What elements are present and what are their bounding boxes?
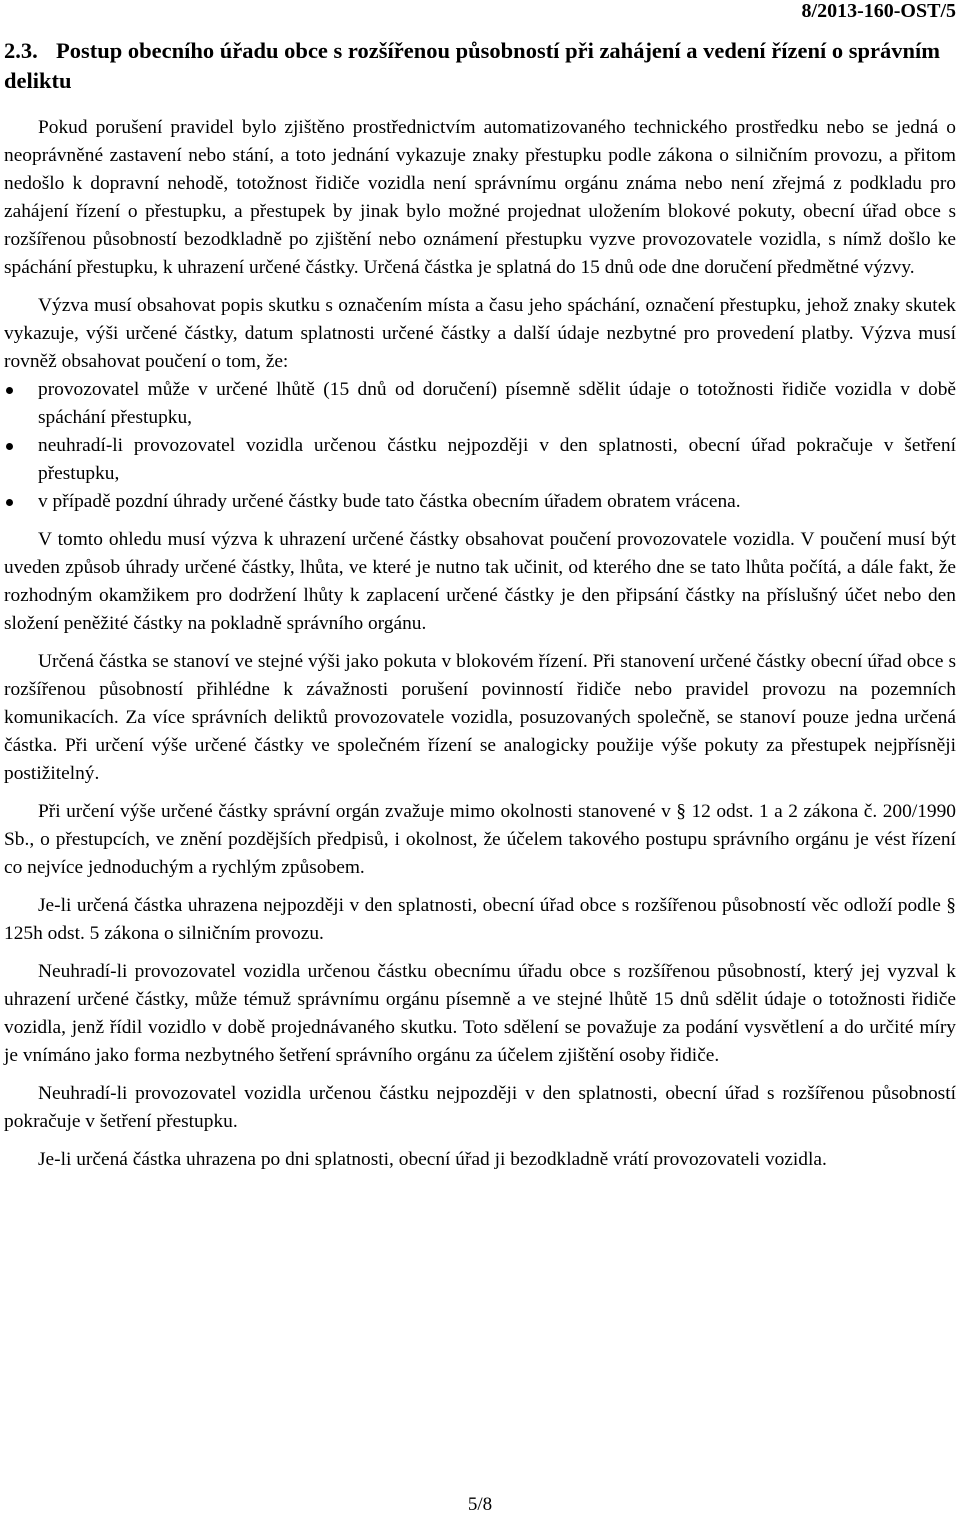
bullet-icon: [6, 443, 13, 450]
paragraph-3: V tomto ohledu musí výzva k uhrazení určené částky obsahovat poučení provozovatele vozidla. V poučení musí být uveden způsob úhrady určené částky, lhůta, ve které je nutno tak učinit, od kterého dne se tato lhůta počítá, a dále fakt, že rozhodným okamžikem pro dodržení lhůty k zaplacení určené částky je den připsání částky na příslušný účet nebo den složení peněžité částky na pokladně správního orgánu.: [4, 529, 956, 634]
section-title: Postup obecního úřadu obce s rozšířenou působností při zahájení a vedení řízení o správním deliktu: [4, 38, 941, 93]
paragraph-4: Určená částka se stanoví ve stejné výši jako pokuta v blokovém řízení. Při stanovení určené částky obecní úřad obce s rozšířenou působností přihlédne k závažnosti porušení povinností řidiče nebo pravidel provozu na pozemních komunikacích. Za více správních deliktů provozovatele vozidla, posuzovaných společně, se stanoví pouze jedna určená částka. Při určení výše určené částky ve společném řízení se analogicky použije výše pokuty za přestupek nejpřísněji postižitelný.: [4, 651, 956, 784]
paragraph-7: Neuhradí-li provozovatel vozidla určenou částku obecnímu úřadu obce s rozšířenou působností, který jej vyzval k uhrazení určené částky, může témuž správnímu orgánu písemně a ve stejné lhůtě 15 dnů sdělit údaje o totožnosti řidiče vozidla, jenž řídil vozidlo v době projednávaného skutku. Toto sdělení se považuje za podání vysvětlení a do určité míry je vnímáno jako forma nezbytného šetření správního orgánu za účelem zjištění osoby řidiče.: [4, 961, 956, 1066]
document-code: 8/2013-160-OST/5: [801, 0, 956, 22]
bullet-icon: [6, 387, 13, 394]
bullet-item-2: [4, 432, 956, 488]
bullet-item-1: [4, 376, 956, 432]
section-heading: [4, 36, 956, 96]
bullet-text-1: provozovatel může v určené lhůtě (15 dnů od doručení) písemně sdělit údaje o totožnosti řidiče vozidla v době spáchání přestupku,: [38, 379, 956, 428]
bullet-item-3: [4, 488, 956, 516]
bullet-list: [4, 376, 956, 516]
document-body: [4, 114, 956, 1184]
paragraph-6: Je-li určená částka uhrazena nejpozději v den splatnosti, obecní úřad obce s rozšířenou působností věc odloží podle § 125h odst. 5 zákona o silničním provozu.: [4, 895, 956, 944]
page-number: 5/8: [467, 1494, 493, 1515]
paragraph-9: Je-li určená částka uhrazena po dni splatnosti, obecní úřad ji bezodkladně vrátí provozovateli vozidla.: [38, 1149, 827, 1170]
bullet-text-3: v případě pozdní úhrady určené částky bude tato částka obecním úřadem obratem vrácena.: [38, 491, 741, 512]
paragraph-8: Neuhradí-li provozovatel vozidla určenou částku nejpozději v den splatnosti, obecní úřad s rozšířenou působností pokračuje v šetření přestupku.: [4, 1083, 956, 1132]
bullet-icon: [6, 499, 13, 506]
paragraph-5: Při určení výše určené částky správní orgán zvažuje mimo okolnosti stanovené v § 12 odst. 1 a 2 zákona č. 200/1990 Sb., o přestupcích, ve znění pozdějších předpisů, i okolnost, že účelem takového postupu správního orgánu je vést řízení co nejvíce jednoduchým a rychlým způsobem.: [4, 801, 956, 878]
bullet-text-2: neuhradí-li provozovatel vozidla určenou částku nejpozději v den splatnosti, obecní úřad pokračuje v šetření přestupku,: [38, 435, 956, 484]
paragraph-1: Pokud porušení pravidel bylo zjištěno prostřednictvím automatizovaného technického prostředku nebo se jedná o neoprávněné zastavení nebo stání, a toto jednání vykazuje znaky přestupku podle zákona o silničním provozu, a přitom nedošlo k dopravní nehodě, totožnost řidiče vozidla není správnímu orgánu známa nebo není zřejmá z podkladu pro zahájení řízení o přestupku, a přestupek by jinak bylo možné projednat uložením blokové pokuty, obecní úřad obce s rozšířenou působností bezodkladně po zjištění nebo oznámení přestupku vyzve provozovatele vozidla, s nímž došlo ke spáchání přestupku, k uhrazení určené částky. Určená částka je splatná do 15 dnů ode dne doručení předmětné výzvy.: [4, 117, 956, 278]
paragraph-2: Výzva musí obsahovat popis skutku s označením místa a času jeho spáchání, označení přestupku, jehož znaky skutek vykazuje, výši určené částky, datum splatnosti určené částky a další údaje nezbytné pro provedení platby. Výzva musí rovněž obsahovat poučení o tom, že:: [4, 295, 956, 372]
section-number: 2.3.: [4, 38, 38, 63]
